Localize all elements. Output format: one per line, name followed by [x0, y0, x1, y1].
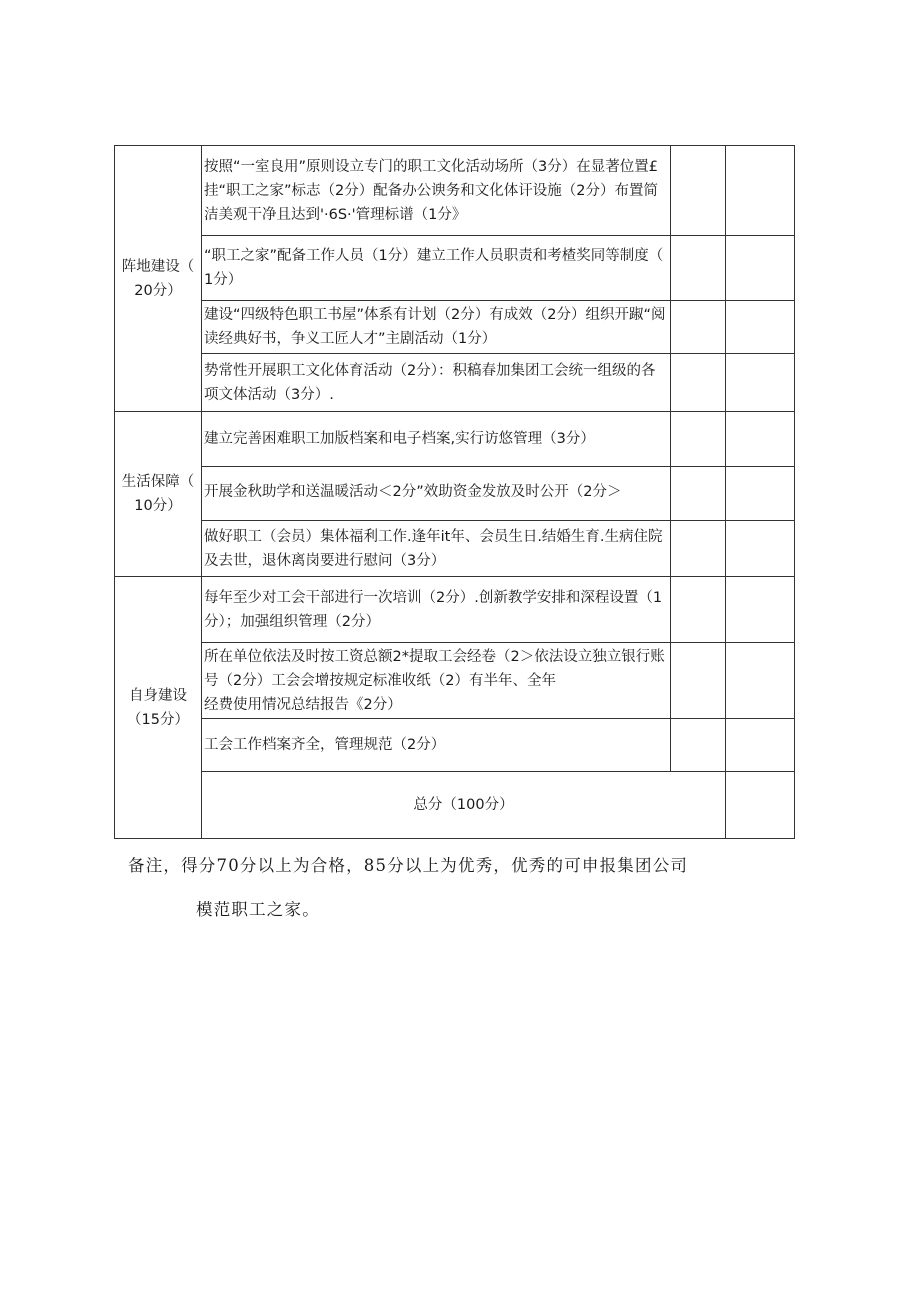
score-cell: [671, 236, 726, 301]
criteria-line: 项文体活动（3分）.: [204, 386, 334, 403]
criteria-line: 1分）: [204, 272, 243, 288]
category-score: 10分）: [134, 498, 182, 514]
criteria-line: 读经典好书，争义工匠人才”主剧活动（1分）: [204, 331, 497, 347]
criteria-cell: [202, 301, 671, 354]
table-row: [115, 467, 795, 521]
score-cell: [726, 354, 795, 412]
category-score: （15分）: [127, 711, 189, 728]
score-cell: [726, 577, 795, 643]
score-cell: [671, 467, 726, 521]
table-row: [115, 521, 795, 577]
table-row: [115, 412, 795, 467]
criteria-line: 建立完善困难职工加版档案和电子档案,实行访悠管理（3分）: [204, 431, 595, 447]
score-cell: [671, 577, 726, 643]
category-label: 自身建设: [129, 687, 187, 704]
category-cell: [115, 577, 202, 839]
category-label: 阵地建设（: [121, 258, 195, 275]
total-row: [115, 772, 795, 839]
criteria-cell: [202, 719, 671, 772]
criteria-line: 分）；加强组织管理（2分）: [204, 613, 380, 630]
criteria-cell: [202, 412, 671, 467]
note-line: 模范职工之家。: [196, 900, 320, 919]
table-row: [115, 719, 795, 772]
table-row: [115, 577, 795, 643]
criteria-cell: [202, 467, 671, 521]
criteria-line: 挂“职工之家”标志（2分）配备办公谀务和文化体讦设施（2分）布置简: [204, 182, 658, 199]
score-cell: [726, 521, 795, 577]
score-cell: [671, 146, 726, 236]
criteria-cell: [202, 354, 671, 412]
note-line: 备注，得分70分以上为合格，85分以上为优秀，优秀的可申报集团公司: [128, 856, 689, 875]
table-row: [115, 643, 795, 719]
score-cell: [671, 643, 726, 719]
score-cell: [671, 412, 726, 467]
score-cell: [671, 301, 726, 354]
score-cell: [671, 521, 726, 577]
score-cell: [726, 719, 795, 772]
category-cell: [115, 412, 202, 577]
score-cell: [671, 354, 726, 412]
criteria-cell: [202, 236, 671, 301]
criteria-line: 洁美观干净且达到'·6S·'管理标谱（1分》: [204, 206, 467, 223]
score-cell: [726, 467, 795, 521]
table-row: [115, 146, 795, 236]
criteria-line: 按照“一室良用”原则设立专门的职工文化活动场所（3分）在显著位置£: [204, 158, 658, 175]
category-score: 20分）: [134, 282, 182, 299]
criteria-cell: [202, 577, 671, 643]
score-cell: [671, 719, 726, 772]
criteria-line: 做好职工（会员）集体福利工作.逢年it年、会员生日.结婚生育.生病住院: [204, 528, 663, 545]
total-label: 总分（100分）: [202, 772, 726, 839]
score-cell: [726, 643, 795, 719]
criteria-cell: [202, 643, 671, 719]
score-cell: [726, 146, 795, 236]
score-cell: [726, 236, 795, 301]
score-cell: [726, 412, 795, 467]
criteria-line: “职工之家”配备工作人员（1分）建立工作人员职责和考楂奖同等制度（: [204, 248, 664, 264]
criteria-line: 每年至少对工会干部进行一次培训（2分）.创新教学安排和深程设置（1: [204, 589, 663, 606]
criteria-line: 工会工作档案齐全，管理规范（2分）: [204, 737, 446, 753]
table-row: [115, 301, 795, 354]
table-row: [115, 236, 795, 301]
evaluation-table: [114, 145, 795, 839]
criteria-line: 所在单位依法及时按工资总额2*提取工会经卷（2＞依法设立独立银行账: [204, 648, 665, 665]
criteria-line: 号（2分）工会会增按规定标准收纸（2）有半年、全年: [204, 672, 556, 689]
category-label: 生活保障（: [121, 474, 195, 490]
criteria-line: 建设“四级特色职工书屋”体系有计划（2分）有成效（2分）组织开踧“阅: [204, 307, 666, 323]
criteria-line: 及去世，退休离岗要进行慰问（3分）: [204, 552, 446, 569]
criteria-line: 经费使用情况总结报告《2分）: [204, 696, 402, 713]
score-cell: [726, 301, 795, 354]
category-cell: [115, 146, 202, 412]
criteria-line: 开展金秋助学和送温暖活动＜2分”效助资金发放及时公开（2分＞: [204, 484, 622, 500]
criteria-cell: [202, 521, 671, 577]
criteria-line: 势常性开展职工文化体育活动（2分）：积稿春加集团工会统一组级的各: [204, 362, 656, 379]
table-row: [115, 354, 795, 412]
criteria-cell: [202, 146, 671, 236]
score-cell: [726, 772, 795, 839]
